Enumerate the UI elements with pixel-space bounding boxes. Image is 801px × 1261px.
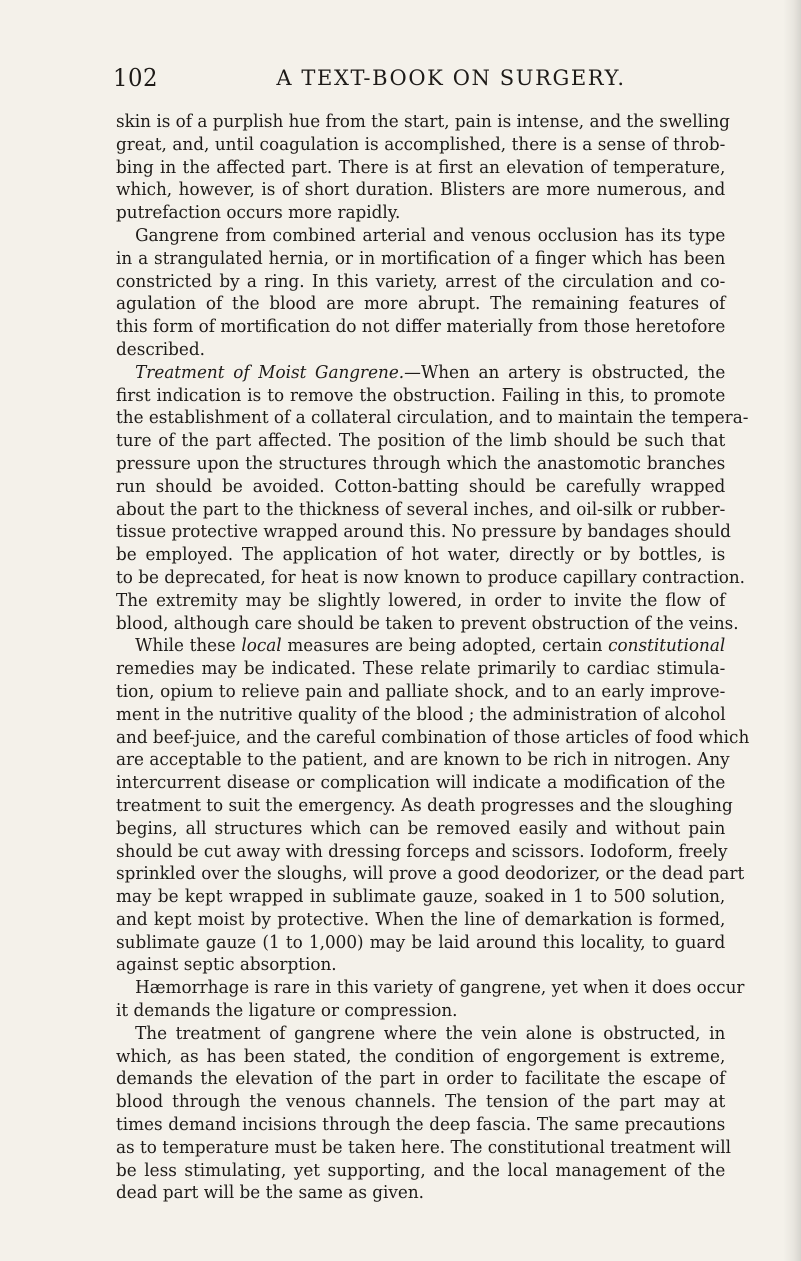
text-segment: While these: [135, 636, 242, 657]
text-segment: skin is of a purplish hue from the start, pain is intense, and the swelling: [116, 112, 730, 132]
text-line: [116, 1046, 725, 1069]
text-line: [116, 339, 725, 362]
text-line: [116, 818, 725, 841]
text-segment: as to temperature must be taken here. The constitutional treatment will: [116, 1137, 732, 1158]
text-segment: The extremity may be slightly lowered, in order to invite the flow of: [116, 590, 726, 611]
text-segment: are acceptable to the patient, and are known to be rich in nitrogen. Any: [116, 750, 730, 771]
text-segment: which, however, is of short duration. Blisters are more numerous, and: [116, 180, 726, 201]
text-line: [116, 316, 725, 339]
text-line: [116, 590, 725, 613]
text-line: [116, 658, 725, 681]
text-segment: pressure upon the structures through which the anastomotic branches: [116, 453, 726, 474]
text-segment: begins, all structures which can be removed easily and without pain: [116, 818, 726, 839]
text-segment: sprinkled over the sloughs, will prove a good deodorizer, or the dead part: [116, 864, 745, 885]
text-line: [116, 225, 725, 248]
text-line: [116, 772, 725, 795]
text-line: [116, 1160, 725, 1183]
text-line: [116, 727, 750, 750]
text-line: [116, 795, 733, 818]
text-line: [116, 977, 745, 1000]
text-segment: it demands the ligature or compression.: [116, 1001, 458, 1022]
text-segment: first indication is to remove the obstruction. Failing in this, to promote: [116, 385, 726, 406]
text-segment: measures are being adopted, certain: [281, 636, 609, 657]
text-segment: in a strangulated hernia, or in mortification of a finger which has been: [116, 248, 726, 269]
text-line: [116, 179, 725, 202]
text-line: [116, 134, 725, 157]
text-segment: intercurrent disease or complication will indicate a modification of the: [116, 773, 726, 794]
text-segment: which, as has been stated, the condition of engorgement is extreme,: [116, 1046, 726, 1067]
text-line: [116, 544, 725, 567]
text-segment: the establishment of a collateral circulation, and to maintain the tempera-: [116, 408, 749, 429]
text-line: [116, 954, 725, 977]
text-segment: ment in the nutritive quality of the blood ; the administration of alcohol: [116, 704, 726, 725]
text-segment: tissue protective wrapped around this. No pressure by bandages should: [116, 522, 731, 543]
text-line: [116, 476, 725, 499]
text-line: [116, 202, 725, 225]
text-line: [116, 521, 731, 544]
text-line: [116, 385, 725, 408]
text-line: [116, 293, 725, 316]
text-segment: may be kept wrapped in sublimate gauze, soaked in 1 to 500 solution,: [116, 887, 726, 908]
text-segment: be less stimulating, yet supporting, and the local management of the: [116, 1160, 726, 1181]
italic-text: Treatment of Moist Gangrene.: [135, 362, 405, 383]
text-segment: putrefaction occurs more rapidly.: [116, 203, 401, 224]
text-line: [116, 932, 725, 955]
text-segment: tion, opium to relieve pain and palliate shock, and to an early improve-: [116, 681, 726, 702]
text-line: [116, 567, 746, 590]
text-segment: —When an artery is obstructed, the: [404, 362, 726, 383]
text-segment: great, and, until coagulation is accomplished, there is a sense of throb-: [116, 134, 726, 155]
text-segment: dead part will be the same as given.: [116, 1183, 425, 1204]
text-segment: blood through the venous channels. The tension of the part may at: [116, 1092, 726, 1113]
text-segment: remedies may be indicated. These relate primarily to cardiac stimula-: [116, 659, 726, 680]
text-line: [116, 886, 725, 909]
text-segment: agulation of the blood are more abrupt. The remaining features of: [116, 294, 726, 315]
text-line: [116, 157, 725, 180]
text-line: [116, 635, 725, 658]
text-segment: sublimate gauze (1 to 1,000) may be laid around this locality, to guard: [116, 932, 726, 953]
text-segment: demands the elevation of the part in order to facilitate the escape of: [116, 1069, 726, 1090]
text-segment: blood, although care should be taken to prevent obstruction of the veins.: [116, 613, 739, 634]
text-segment: The treatment of gangrene where the vein alone is obstructed, in: [135, 1023, 726, 1044]
text-segment: Gangrene from combined arterial and venous occlusion has its type: [135, 225, 726, 246]
text-line: [116, 111, 730, 134]
page-number: 102: [113, 64, 158, 92]
text-line: [116, 1114, 725, 1137]
body-text: [116, 111, 750, 1205]
text-line: [116, 499, 725, 522]
text-segment: treatment to suit the emergency. As death progresses and the sloughing: [116, 795, 733, 816]
text-line: [116, 749, 730, 772]
text-line: [116, 271, 725, 294]
text-segment: this form of mortification do not differ materially from those heretofore: [116, 317, 726, 338]
text-segment: described.: [116, 339, 205, 360]
text-line: [116, 1137, 732, 1160]
text-line: [116, 1068, 725, 1091]
italic-text: local: [241, 636, 282, 657]
text-segment: and kept moist by protective. When the line of demarkation is formed,: [116, 909, 726, 930]
text-line: [116, 1091, 725, 1114]
text-segment: Hæmorrhage is rare in this variety of gangrene, yet when it does occur: [135, 978, 745, 999]
text-line: [116, 248, 725, 271]
page-edge-shadow: [783, 0, 801, 1261]
text-line: [116, 681, 725, 704]
italic-text: constitutional: [608, 636, 726, 657]
text-segment: be employed. The application of hot water, directly or by bottles, is: [116, 545, 726, 566]
text-segment: about the part to the thickness of several inches, and oil-silk or rubber-: [116, 499, 726, 520]
text-segment: and beef-juice, and the careful combination of those articles of food which: [116, 727, 750, 748]
text-line: [116, 909, 725, 932]
text-segment: against septic absorption.: [116, 955, 337, 976]
text-line: [116, 362, 725, 385]
text-segment: constricted by a ring. In this variety, arrest of the circulation and co-: [116, 271, 726, 292]
text-line: [116, 430, 725, 453]
page-header: [113, 62, 723, 94]
text-segment: should be cut away with dressing forceps and scissors. Iodoform, freely: [116, 841, 728, 862]
text-segment: bing in the affected part. There is at first an elevation of temperature,: [116, 157, 726, 178]
text-segment: run should be avoided. Cotton-batting should be carefully wrapped: [116, 476, 726, 497]
text-line: [116, 704, 725, 727]
text-segment: to be deprecated, for heat is now known to produce capillary contraction.: [116, 567, 746, 588]
text-line: [116, 841, 728, 864]
text-line: [116, 613, 739, 636]
text-line: [116, 453, 725, 476]
text-line: [116, 863, 745, 886]
text-line: [116, 1023, 725, 1046]
text-line: [116, 407, 749, 430]
running-head: A TEXT-BOOK ON SURGERY.: [276, 66, 626, 90]
text-line: [116, 1000, 725, 1023]
text-segment: times demand incisions through the deep fascia. The same precautions: [116, 1115, 726, 1136]
text-segment: ture of the part affected. The position of the limb should be such that: [116, 431, 726, 452]
text-line: [116, 1182, 725, 1205]
